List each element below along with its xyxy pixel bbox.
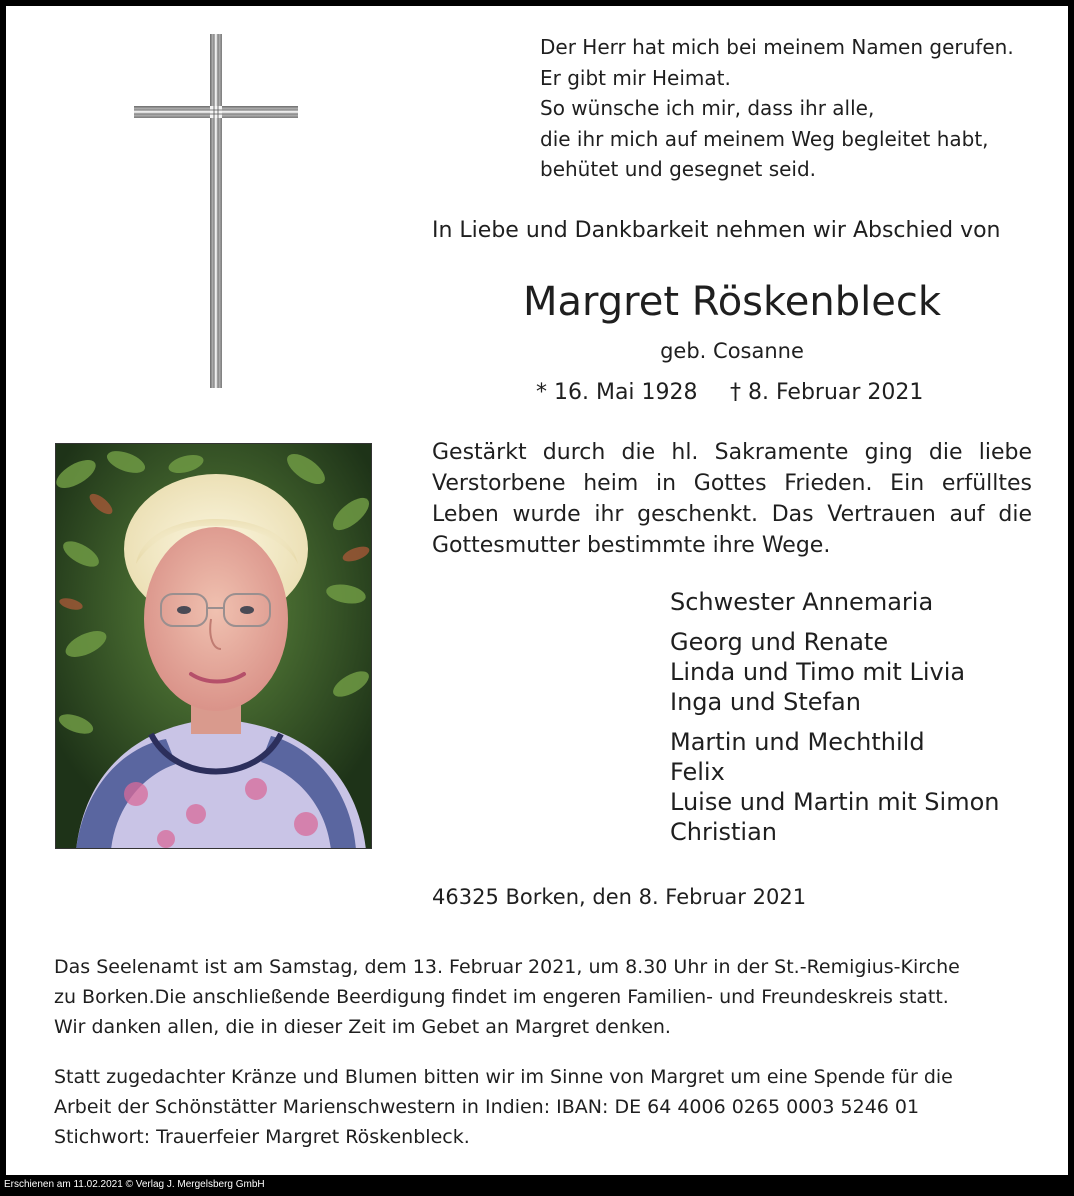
notice-line: Arbeit der Schönstätter Marienschwestern in Indien: IBAN: DE 64 4006 0265 0003 5246 01 — [54, 1096, 920, 1118]
mourner-name: Luise und Martin mit Simon — [670, 788, 1000, 816]
mourner-name: Schwester Annemaria — [670, 588, 934, 616]
mourner-name: Inga und Stefan — [670, 688, 861, 716]
cross-icon — [134, 34, 298, 388]
poem-line: Er gibt mir Heimat. — [540, 65, 731, 90]
service-notice — [54, 952, 960, 1042]
tribute-line: Verstorbene heim in Gottes Frieden. Ein erfülltes — [432, 471, 1032, 496]
poem-line: die ihr mich auf meinem Weg begleitet habt, — [540, 126, 989, 151]
notice-line: Wir danken allen, die in dieser Zeit im Gebet an Margret denken. — [54, 1016, 671, 1038]
birth-date: * 16. Mai 1928 — [536, 380, 698, 405]
tribute-text — [432, 437, 1032, 561]
notice-line: Stichwort: Trauerfeier Margret Röskenbleck. — [54, 1126, 470, 1148]
mourner-name: Martin und Mechthild — [670, 728, 925, 756]
notice-line: Statt zugedachter Kränze und Blumen bitten wir im Sinne von Margret um eine Spende für die — [54, 1066, 953, 1088]
maiden-name: geb. Cosanne — [660, 339, 804, 363]
mourner-name: Linda und Timo mit Livia — [670, 658, 966, 686]
tribute-line: Gestärkt durch die hl. Sakramente ging die liebe — [432, 440, 1032, 465]
tribute-line: Gottesmutter bestimmte ihre Wege. — [432, 533, 831, 558]
donation-notice — [54, 1062, 953, 1152]
poem-line: behütet und gesegnet seid. — [540, 157, 817, 181]
mourner-name: Georg und Renate — [670, 628, 889, 656]
intro-text: In Liebe und Dankbarkeit nehmen wir Abschied von — [432, 218, 1001, 243]
mourner-group — [670, 587, 999, 617]
poem-line: So wünsche ich mir, dass ihr alle, — [540, 96, 875, 120]
mourner-group — [670, 727, 999, 847]
mourners-list — [670, 587, 999, 857]
tribute-line: Leben wurde ihr geschenkt. Das Vertrauen auf die — [432, 502, 1032, 527]
poem-line: Der Herr hat mich bei meinem Namen gerufen. — [540, 35, 1014, 59]
death-date: † 8. Februar 2021 — [730, 380, 924, 405]
mourner-group — [670, 627, 999, 717]
place-date: 46325 Borken, den 8. Februar 2021 — [432, 885, 807, 909]
notice-line: zu Borken.Die anschließende Beerdigung findet im engeren Familien- und Freundeskreis statt. — [54, 986, 949, 1008]
portrait-photo — [55, 443, 372, 849]
notice-line: Das Seelenamt ist am Samstag, dem 13. Februar 2021, um 8.30 Uhr in der St.-Remigius-Kirche — [54, 956, 960, 978]
deceased-name: Margret Röskenbleck — [522, 279, 941, 325]
mourner-name: Felix — [670, 758, 725, 786]
publication-footer: Erschienen am 11.02.2021 © Verlag J. Mergelsberg GmbH — [4, 1179, 265, 1190]
mourner-name: Christian — [670, 818, 778, 846]
portrait-illustration — [56, 444, 372, 849]
poem — [540, 32, 1014, 185]
